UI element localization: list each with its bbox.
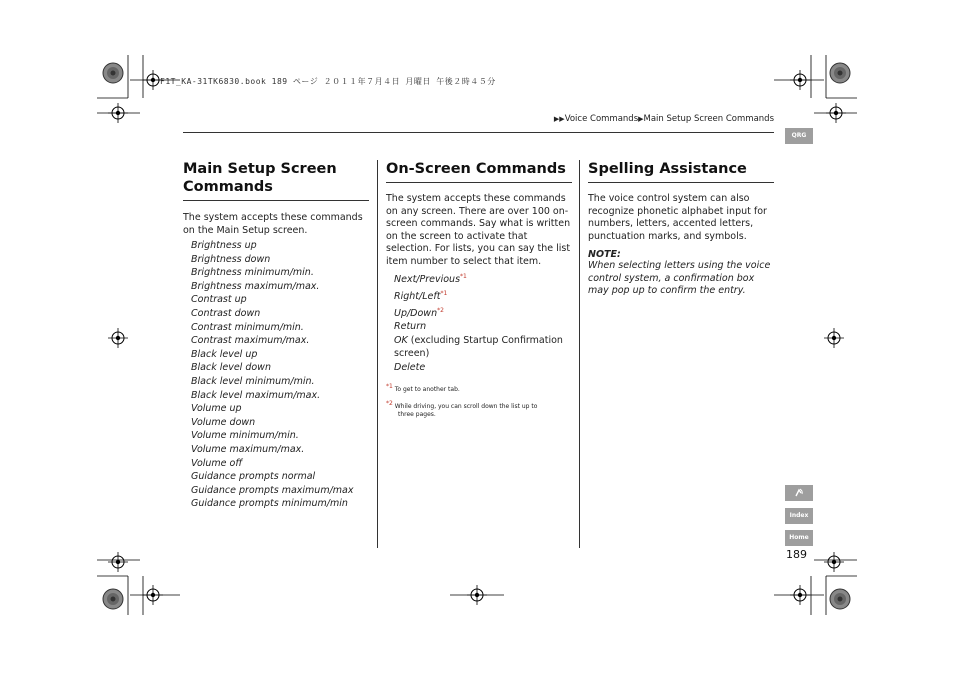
command-item: Return: [394, 321, 427, 333]
page-number: 189: [786, 548, 807, 561]
main-setup-commands-section: [183, 160, 369, 511]
command-item: Guidance prompts minimum/min: [191, 498, 348, 510]
command-item: Brightness minimum/min.: [191, 267, 314, 279]
section-heading: On-Screen Commands: [386, 160, 572, 183]
command-text: Up/Down: [394, 307, 438, 319]
command-item: Black level maximum/max.: [191, 389, 321, 401]
command-list: [386, 270, 572, 375]
footnote-text: While driving, you can scroll down the list up to: [394, 403, 538, 411]
command-item: Brightness down: [191, 253, 271, 265]
index-tab-button[interactable]: Index: [785, 508, 813, 524]
command-item: [386, 304, 572, 321]
breadcrumb-section-link[interactable]: Voice Commands: [564, 114, 639, 124]
section-heading: [183, 160, 369, 201]
footnote-text-cont: three pages.: [398, 410, 436, 418]
on-screen-commands-section: [386, 160, 572, 418]
command-item: Guidance prompts maximum/max: [191, 484, 354, 496]
header-rule: [183, 132, 774, 133]
command-item: Delete: [394, 362, 426, 374]
command-text: Next/Previous: [394, 274, 461, 286]
print-job-info: F1T_KA-31TK6830.book 189 ページ ２０１１年７月４日 月曜日 午後２時４５分: [160, 77, 496, 86]
command-item: Black level down: [191, 362, 271, 374]
section-heading-line1: Main Setup Screen: [183, 161, 337, 177]
section-heading: Spelling Assistance: [588, 160, 774, 183]
footnote-text: To get to another tab.: [394, 385, 460, 393]
footnote-marker: *1: [386, 382, 393, 390]
command-item: Guidance prompts normal: [191, 471, 316, 483]
command-list: [183, 239, 369, 511]
footnotes: [386, 383, 572, 419]
voice-icon: [793, 487, 805, 499]
command-item: Contrast up: [191, 294, 247, 306]
note-text: When selecting letters using the voice control system, a confirmation box may pop up to confirm the entry.: [588, 260, 771, 296]
breadcrumb-separator: ▶: [638, 115, 644, 123]
section-heading-line2: Commands: [183, 179, 273, 195]
command-item: [386, 270, 572, 287]
home-tab-button[interactable]: Home: [785, 530, 813, 546]
qrg-tab-button[interactable]: QRG: [785, 128, 813, 144]
column-divider: [579, 160, 580, 548]
voice-command-tab-button[interactable]: [785, 485, 813, 501]
command-note: (excluding Startup Confirmation screen): [394, 334, 563, 360]
breadcrumb-arrows: ▶▶: [553, 115, 565, 123]
command-item: Black level up: [191, 348, 258, 360]
command-text: OK: [394, 334, 408, 346]
command-text: Right/Left: [394, 290, 441, 302]
footnote-ref[interactable]: *2: [437, 306, 444, 314]
section-intro: The voice control system can also recognize phonetic alphabet input for numbers, letters, accented letters, punctuation marks, and symbols.: [588, 193, 767, 242]
command-item: Volume up: [191, 403, 242, 415]
command-item: Black level minimum/min.: [191, 375, 315, 387]
command-item: [386, 287, 572, 304]
command-item: Volume down: [191, 416, 256, 428]
footnote-1: [386, 383, 572, 394]
command-item: Volume off: [191, 457, 243, 469]
command-item: Brightness maximum/max.: [191, 280, 320, 292]
spelling-assistance-section: [588, 160, 774, 298]
footnote-ref[interactable]: *1: [440, 289, 448, 297]
breadcrumb-current-page: Main Setup Screen Commands: [643, 114, 774, 124]
command-item: Contrast maximum/max.: [191, 335, 310, 347]
command-item: Volume minimum/min.: [191, 430, 299, 442]
footnote-marker: *2: [386, 400, 393, 408]
command-item: Contrast minimum/min.: [191, 321, 304, 333]
note-label: NOTE:: [588, 249, 621, 260]
command-item: Volume maximum/max.: [191, 443, 305, 455]
command-item: Brightness up: [191, 240, 257, 251]
section-intro: The system accepts these commands on any screen. There are over 100 on-screen commands. Say what is written on the screen to activate that selection. For lists, you can say the list item number to select that item.: [386, 193, 571, 267]
command-item: [386, 334, 572, 361]
breadcrumb: [554, 114, 774, 124]
section-intro: The system accepts these commands on the Main Setup screen.: [183, 212, 363, 236]
command-item: Contrast down: [191, 307, 261, 319]
column-divider: [377, 160, 378, 548]
footnote-ref[interactable]: *1: [460, 273, 467, 280]
footnote-2: [386, 400, 572, 418]
